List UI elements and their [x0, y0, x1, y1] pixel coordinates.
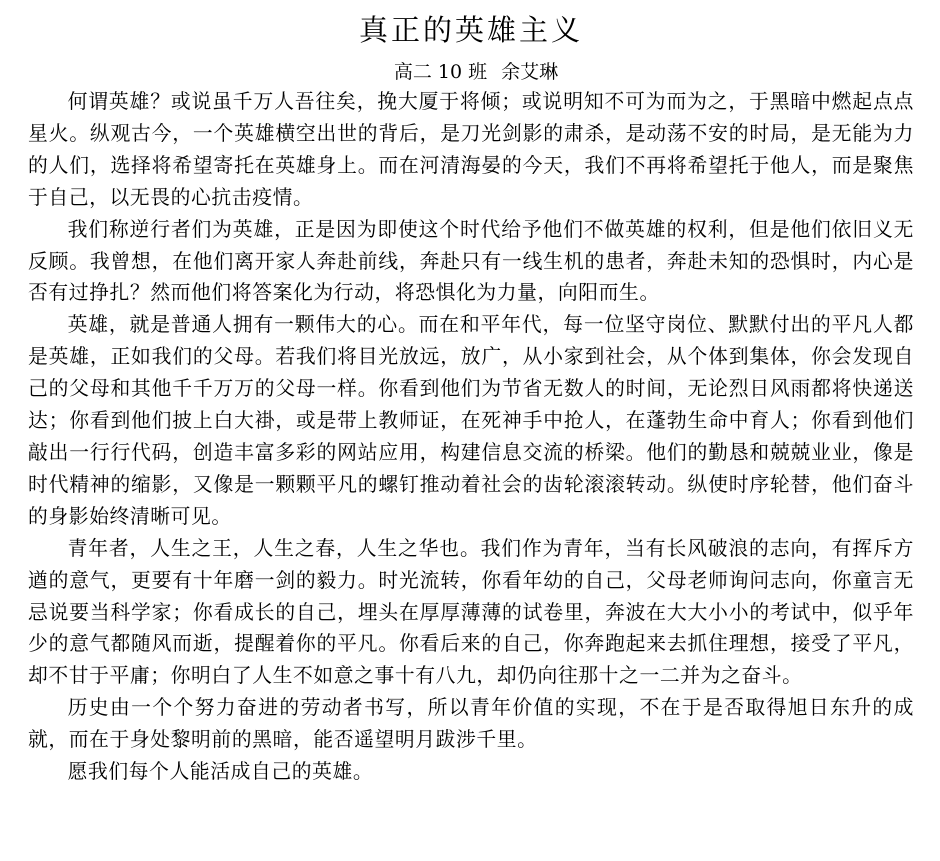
essay-paragraph-6: 愿我们每个人能活成自己的英雄。 — [67, 760, 374, 784]
essay-paragraph-4: 青年者，人生之王，人生之春，人生之华也。我们作为青年，当有长风破浪的志向，有挥斥方遒的意气，更要有十年磨一剑的毅力。时光流转，你看年幼的自己，父母老师询问志向，你童言无忌说要当科学家；你看成长的自己，埋头在厚厚薄薄的试卷里，奔波在大大小小的考试中，似乎年少的意气都随风而逝，提醒着你的平凡。你看后来的自己，你奔跑起来去抓住理想，接受了平凡，却不甘于平庸；你明白了人生不如意之事十有八九，却仍向往那十之一二并为之奋斗。 — [28, 536, 914, 688]
essay-title: 真正的英雄主义 — [358, 13, 583, 47]
author-byline — [28, 58, 914, 86]
essay-paragraph-5: 历史由一个个努力奋进的劳动者书写，所以青年价值的实现，不在于是否取得旭日东升的成就，而在于身处黎明前的黑暗，能否遥望明月跋涉千里。 — [28, 696, 914, 752]
essay-paragraph-3: 英雄，就是普通人拥有一颗伟大的心。而在和平年代，每一位坚守岗位、默默付出的平凡人都是英雄，正如我们的父母。若我们将目光放远，放广，从小家到社会，从个体到集体，你会发现自己的父母和其他千千万万的父母一样。你看到他们为节省无数人的时间，无论烈日风雨都将快递送达；你看到他们披上白大褂，或是带上教师证，在死神手中抢人，在蓬勃生命中育人；你看到他们敲出一行行代码，创造丰富多彩的网站应用，构建信息交流的桥梁。他们的勤恳和兢兢业业，像是时代精神的缩影，又像是一颗颗平凡的螺钉推动着社会的齿轮滚滚转动。纵使时序轮替，他们奋斗的身影始终清晰可见。 — [28, 313, 914, 528]
essay-paragraph-1: 何谓英雄？或说虽千万人吾往矣，挽大厦于将倾；或说明知不可为而为之，于黑暗中燃起点点星火。纵观古今，一个英雄横空出世的背后，是刀光剑影的肃杀，是动荡不安的时局，是无能为力的人们，选择将希望寄托在英雄身上。而在河清海晏的今天，我们不再将希望托于他人，而是聚焦于自己，以无畏的心抗击疫情。 — [28, 90, 914, 209]
author-name: 余艾琳 — [501, 61, 559, 83]
essay-paragraph-2: 我们称逆行者们为英雄，正是因为即使这个时代给予他们不做英雄的权利，但是他们依旧义无反顾。我曾想，在他们离开家人奔赴前线，奔赴只有一线生机的患者，奔赴未知的恐惧时，内心是否有过挣扎？然而他们将答案化为行动，将恐惧化为力量，向阳而生。 — [28, 217, 914, 305]
class-label: 高二 10 班 — [393, 61, 488, 83]
